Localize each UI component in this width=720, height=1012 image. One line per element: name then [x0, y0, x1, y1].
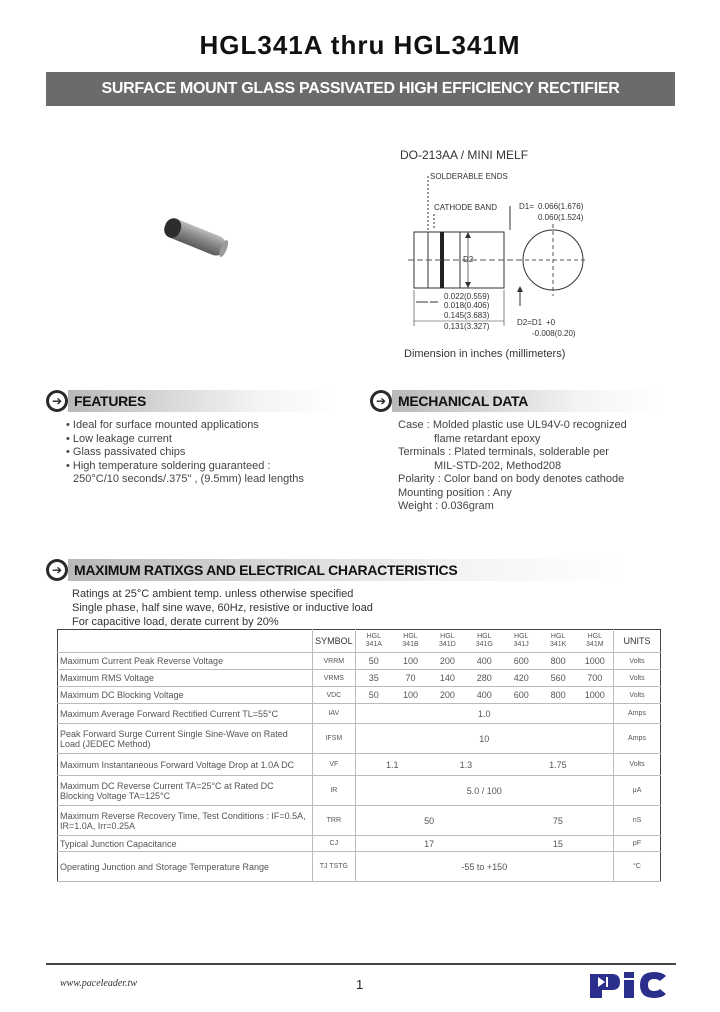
part-header: HGL 341K: [540, 630, 577, 653]
mechanical-heading: ➔ MECHANICAL DATA: [370, 390, 670, 414]
d2-equation: D2=D1: [517, 318, 543, 327]
table-header-row: [58, 630, 661, 653]
cathode-band-label: CATHODE BAND: [434, 203, 497, 212]
footer-divider: [46, 963, 676, 965]
list-item: • Low leakage current: [66, 432, 172, 445]
dim-b2: 0.131(3.327): [444, 322, 490, 331]
mech-row: Terminals : Plated terminals, solderable per: [398, 446, 609, 458]
mech-row: Mounting position : Any: [398, 486, 512, 499]
dim-a2: 0.018(0.406): [444, 301, 490, 310]
solderable-ends-label: SOLDERABLE ENDS: [430, 172, 508, 181]
arrow-right-icon: ➔: [49, 562, 65, 578]
table-row: Maximum DC Blocking Voltage VDC 50 100 200 400 600 800 1000 Volts: [58, 687, 661, 704]
mechanical-data: [398, 419, 698, 519]
page-title: HGL341A thru HGL341M: [199, 30, 521, 60]
list-item: • High temperature soldering guaranteed :: [66, 459, 271, 472]
features-list: [66, 419, 366, 487]
arrow-right-icon: ➔: [373, 393, 389, 409]
mech-row: Case : Molded plastic use UL94V-0 recognized: [398, 419, 627, 431]
arrow-right-icon: ➔: [49, 393, 65, 409]
pic-logo: [588, 970, 668, 1000]
part-header: HGL 341B: [392, 630, 429, 653]
part-header: HGL 341M: [577, 630, 614, 653]
package-name: DO-213AA / MINI MELF: [400, 148, 529, 162]
symbol-header: SYMBOL: [313, 630, 356, 653]
d1-min: 0.060(1.524): [538, 213, 584, 222]
footer-url: www.paceleader.tw: [60, 978, 138, 989]
table-row: Peak Forward Surge Current Single Sine-Wave on Rated Load (JEDEC Method) IFSM 10 Amps: [58, 724, 661, 754]
ratings-table: [57, 629, 661, 882]
part-header: HGL 341A: [355, 630, 392, 653]
table-row: Maximum Average Forward Rectified Current TL=55°C IAV 1.0 Amps: [58, 704, 661, 724]
table-row: Maximum Current Peak Reverse Voltage VRRM 50 100 200 400 600 800 1000 Volts: [58, 653, 661, 670]
dim-a1: 0.022(0.559): [444, 292, 490, 301]
page-number: 1: [356, 977, 364, 992]
tolerance-plus: +0: [546, 318, 556, 327]
d2-label: D2: [463, 255, 474, 264]
dim-b1: 0.145(3.683): [444, 311, 490, 320]
mech-row: flame retardant epoxy: [434, 432, 541, 445]
table-row: Operating Junction and Storage Temperature Range TJ TSTG -55 to +150 °C: [58, 852, 661, 882]
ratings-notes: [72, 587, 373, 629]
table-row: Maximum Instantaneous Forward Voltage Drop at 1.0A DC VF 1.1 1.3 1.75 Volts: [58, 754, 661, 776]
note: Single phase, half sine wave, 60Hz, resistive or inductive load: [72, 602, 373, 614]
package-outline-drawing: [408, 166, 598, 346]
d1-label: D1=: [519, 202, 534, 211]
part-header: HGL 341G: [466, 630, 503, 653]
list-item: • Ideal for surface mounted applications: [66, 419, 259, 431]
mech-row: Weight : 0.036gram: [398, 500, 494, 512]
d1-max: 0.066(1.676): [538, 202, 584, 211]
tolerance-minus: -0.008(0.20): [532, 329, 576, 338]
note: For capacitive load, derate current by 20%: [72, 616, 279, 628]
table-row: Maximum DC Reverse Current TA=25°C at Rated DC Blocking Voltage TA=125°C IR 5.0 / 100 μA: [58, 776, 661, 806]
component-image: [155, 212, 235, 262]
list-item: • Glass passivated chips: [66, 446, 186, 458]
mech-row: MIL-STD-202, Method208: [434, 459, 562, 472]
table-row: Maximum Reverse Recovery Time, Test Conditions : IF=0.5A, IR=1.0A, Irr=0.25A TRR 50 75 nS: [58, 806, 661, 836]
table-row: Typical Junction Capacitance CJ 17 15 pF: [58, 836, 661, 852]
page-subtitle: SURFACE MOUNT GLASS PASSIVATED HIGH EFFICIENCY RECTIFIER: [46, 72, 675, 106]
part-header: HGL 341J: [503, 630, 540, 653]
features-heading: ➔ FEATURES: [46, 390, 346, 414]
dimension-caption: Dimension in inches (millimeters): [404, 348, 566, 360]
mech-row: Polarity : Color band on body denotes cathode: [398, 473, 625, 485]
units-header: UNITS: [614, 630, 661, 653]
part-header: HGL 341D: [429, 630, 466, 653]
table-row: Maximum RMS Voltage VRMS 35 70 140 280 420 560 700 Volts: [58, 670, 661, 687]
note: Ratings at 25°C ambient temp. unless otherwise specified: [72, 588, 354, 600]
list-item: 250°C/10 seconds/.375" , (9.5mm) lead lengths: [73, 473, 304, 485]
ratings-heading: ➔ MAXIMUM RATIXGS AND ELECTRICAL CHARACTERISTICS: [46, 559, 666, 583]
